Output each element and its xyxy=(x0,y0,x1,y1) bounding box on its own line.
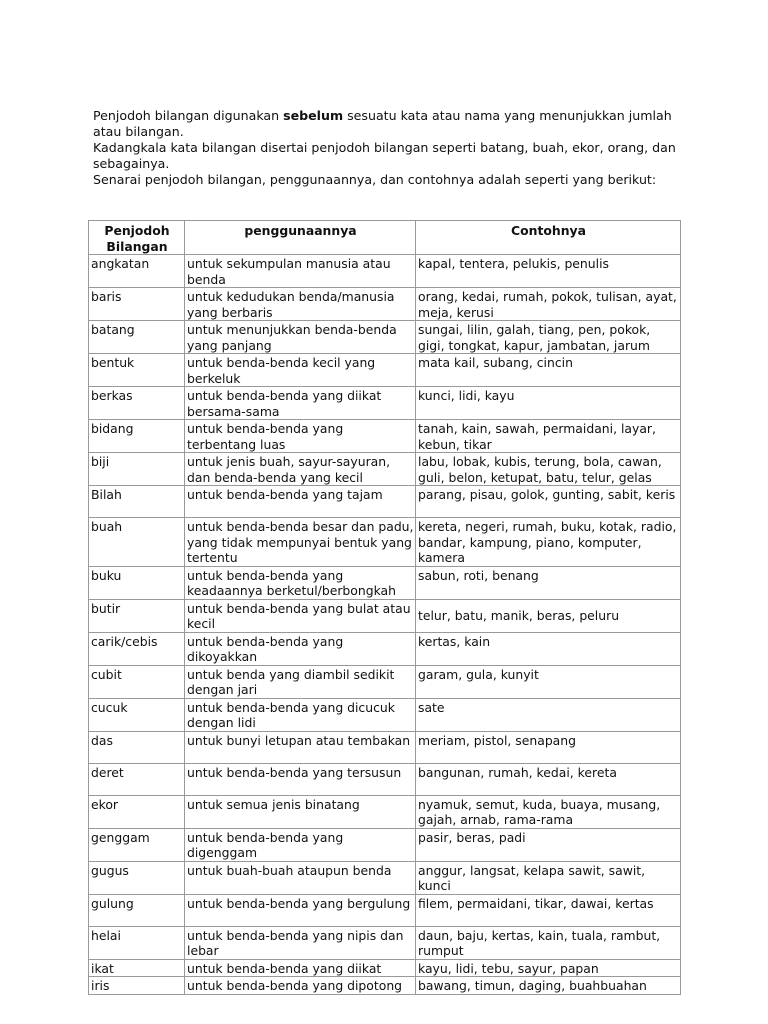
penjodoh-cell: gulung xyxy=(89,894,185,926)
penggunaan-cell: untuk benda-benda yang terbentang luas xyxy=(185,420,416,453)
contoh-cell: kunci, lidi, kayu xyxy=(416,387,681,420)
penggunaan-cell: untuk buah-buah ataupun benda xyxy=(185,861,416,894)
intro-p1-end: sesuatu kata atau nama yang menunjukkan jumlah atau bilangan. xyxy=(93,108,672,139)
penjodoh-cell: cubit xyxy=(89,665,185,698)
penjodoh-cell: butir xyxy=(89,599,185,632)
penggunaan-cell: untuk benda-benda yang bulat atau kecil xyxy=(185,599,416,632)
penjodoh-cell: iris xyxy=(89,977,185,995)
contoh-cell: nyamuk, semut, kuda, buaya, musang, gajah, arnab, rama-rama xyxy=(416,795,681,828)
penjodoh-cell: helai xyxy=(89,926,185,959)
intro-p1-start: Penjodoh bilangan digunakan xyxy=(93,108,284,123)
penjodoh-cell: bentuk xyxy=(89,354,185,387)
contoh-cell: pasir, beras, padi xyxy=(416,828,681,861)
table-row xyxy=(89,763,681,795)
header-penggunaan: penggunaannya xyxy=(185,221,416,255)
table-row xyxy=(89,959,681,977)
penggunaan-cell: untuk jenis buah, sayur-sayuran, dan benda-benda yang kecil xyxy=(185,453,416,486)
contoh-cell: kereta, negeri, rumah, buku, kotak, radio, bandar, kampung, piano, komputer, kamera xyxy=(416,518,681,567)
penjodoh-cell: biji xyxy=(89,453,185,486)
table-row xyxy=(89,632,681,665)
penjodoh-cell: gugus xyxy=(89,861,185,894)
contoh-cell: telur, batu, manik, beras, peluru xyxy=(416,599,681,632)
header-penjodoh: Penjodoh Bilangan xyxy=(89,221,185,255)
contoh-cell: kayu, lidi, tebu, sayur, papan xyxy=(416,959,681,977)
penggunaan-cell: untuk benda-benda yang bergulung xyxy=(185,894,416,926)
table-row xyxy=(89,861,681,894)
table-row xyxy=(89,731,681,763)
contoh-cell: tanah, kain, sawah, permaidani, layar, kebun, tikar xyxy=(416,420,681,453)
penjodoh-cell: ekor xyxy=(89,795,185,828)
penggunaan-cell: untuk benda-benda yang tajam xyxy=(185,486,416,518)
penggunaan-cell: untuk benda-benda yang nipis dan lebar xyxy=(185,926,416,959)
contoh-cell: orang, kedai, rumah, pokok, tulisan, ayat, meja, kerusi xyxy=(416,288,681,321)
table-row xyxy=(89,665,681,698)
penjodoh-cell: baris xyxy=(89,288,185,321)
table-row xyxy=(89,288,681,321)
penjodoh-cell: carik/cebis xyxy=(89,632,185,665)
table-row xyxy=(89,795,681,828)
table-row xyxy=(89,321,681,354)
table-row xyxy=(89,599,681,632)
penggunaan-cell: untuk benda-benda yang diikat bersama-sama xyxy=(185,387,416,420)
table-row xyxy=(89,698,681,731)
contoh-cell: parang, pisau, golok, gunting, sabit, keris xyxy=(416,486,681,518)
contoh-cell: meriam, pistol, senapang xyxy=(416,731,681,763)
penggunaan-cell: untuk menunjukkan benda-benda yang panjang xyxy=(185,321,416,354)
contoh-cell: garam, gula, kunyit xyxy=(416,665,681,698)
table-row xyxy=(89,354,681,387)
header-contoh: Contohnya xyxy=(416,221,681,255)
contoh-cell: kertas, kain xyxy=(416,632,681,665)
penjodoh-cell: bidang xyxy=(89,420,185,453)
contoh-cell: kapal, tentera, pelukis, penulis xyxy=(416,255,681,288)
table-row xyxy=(89,566,681,599)
table-row xyxy=(89,518,681,567)
contoh-cell: mata kail, subang, cincin xyxy=(416,354,681,387)
table-row xyxy=(89,255,681,288)
table-header-row xyxy=(89,221,681,255)
penggunaan-cell: untuk bunyi letupan atau tembakan xyxy=(185,731,416,763)
penggunaan-cell: untuk kedudukan benda/manusia yang berbaris xyxy=(185,288,416,321)
penggunaan-cell: untuk benda yang diambil sedikit dengan jari xyxy=(185,665,416,698)
table-row xyxy=(89,828,681,861)
penjodoh-cell: batang xyxy=(89,321,185,354)
penggunaan-cell: untuk benda-benda yang keadaannya berketul/berbongkah xyxy=(185,566,416,599)
penjodoh-cell: ikat xyxy=(89,959,185,977)
penjodoh-cell: angkatan xyxy=(89,255,185,288)
contoh-cell: sungai, lilin, galah, tiang, pen, pokok, gigi, tongkat, kapur, jambatan, jarum xyxy=(416,321,681,354)
table-row xyxy=(89,894,681,926)
intro-paragraph-1 xyxy=(93,108,693,140)
table-row xyxy=(89,453,681,486)
table-row xyxy=(89,977,681,995)
penggunaan-cell: untuk benda-benda yang dicucuk dengan lidi xyxy=(185,698,416,731)
penjodoh-cell: Bilah xyxy=(89,486,185,518)
contoh-cell: daun, baju, kertas, kain, tuala, rambut, rumput xyxy=(416,926,681,959)
intro-paragraph-2: Kadangkala kata bilangan disertai penjodoh bilangan seperti batang, buah, ekor, orang, dan sebagainya. xyxy=(93,140,676,171)
contoh-cell: bawang, timun, daging, buahbuahan xyxy=(416,977,681,995)
penggunaan-cell: untuk benda-benda yang dipotong xyxy=(185,977,416,995)
penggunaan-cell: untuk semua jenis binatang xyxy=(185,795,416,828)
penggunaan-cell: untuk benda-benda yang dikoyakkan xyxy=(185,632,416,665)
penjodoh-cell: genggam xyxy=(89,828,185,861)
contoh-cell: sate xyxy=(416,698,681,731)
penggunaan-cell: untuk benda-benda yang tersusun xyxy=(185,763,416,795)
penggunaan-cell: untuk benda-benda kecil yang berkeluk xyxy=(185,354,416,387)
table-body xyxy=(89,255,681,995)
table-row xyxy=(89,926,681,959)
contoh-cell: sabun, roti, benang xyxy=(416,566,681,599)
penggunaan-cell: untuk benda-benda yang diikat xyxy=(185,959,416,977)
table-row xyxy=(89,486,681,518)
table-row xyxy=(89,420,681,453)
penjodoh-bilangan-table xyxy=(88,220,681,995)
penjodoh-cell: buah xyxy=(89,518,185,567)
contoh-cell: filem, permaidani, tikar, dawai, kertas xyxy=(416,894,681,926)
penggunaan-cell: untuk sekumpulan manusia atau benda xyxy=(185,255,416,288)
penjodoh-cell: cucuk xyxy=(89,698,185,731)
contoh-cell: anggur, langsat, kelapa sawit, sawit, kunci xyxy=(416,861,681,894)
penjodoh-cell: berkas xyxy=(89,387,185,420)
penjodoh-cell: buku xyxy=(89,566,185,599)
contoh-cell: labu, lobak, kubis, terung, bola, cawan, guli, belon, ketupat, batu, telur, gelas xyxy=(416,453,681,486)
penggunaan-cell: untuk benda-benda besar dan padu, yang tidak mempunyai bentuk yang tertentu xyxy=(185,518,416,567)
intro-p1-bold: sebelum xyxy=(283,108,344,123)
table-row xyxy=(89,387,681,420)
intro-text xyxy=(93,108,693,188)
penggunaan-cell: untuk benda-benda yang digenggam xyxy=(185,828,416,861)
contoh-cell: bangunan, rumah, kedai, kereta xyxy=(416,763,681,795)
penjodoh-cell: das xyxy=(89,731,185,763)
penjodoh-cell: deret xyxy=(89,763,185,795)
intro-paragraph-3: Senarai penjodoh bilangan, penggunaannya, dan contohnya adalah seperti yang berikut: xyxy=(93,172,657,187)
